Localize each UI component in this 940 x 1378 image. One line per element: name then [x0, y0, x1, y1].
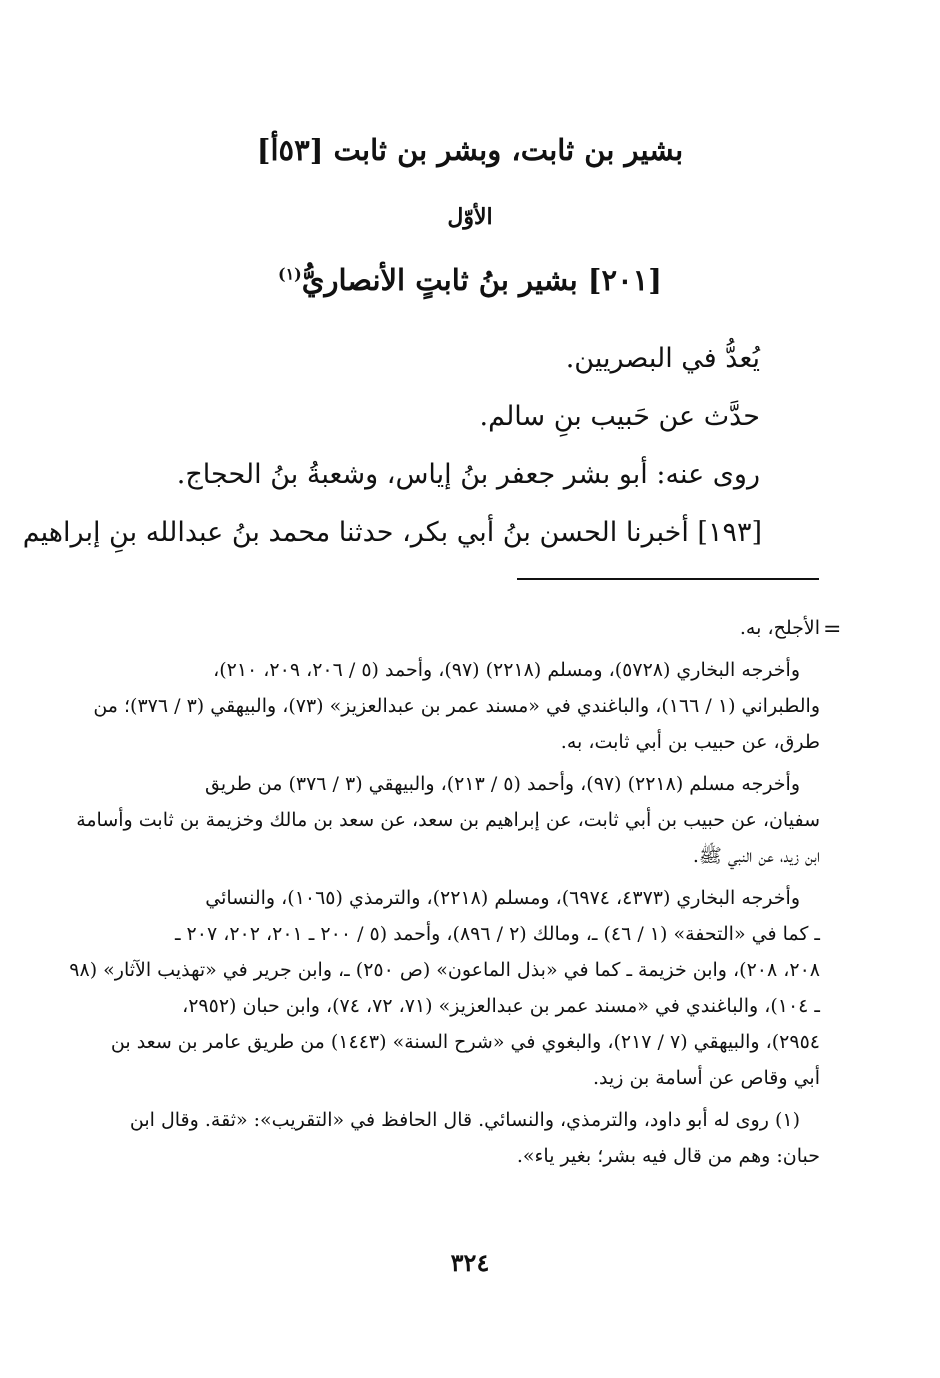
footnote-line: الأجلح، به. [739, 617, 820, 639]
footnote-line: سفيان، عن حبيب بن أبي ثابت، عن إبراهيم بن سعد، عن سعد بن مالك وخزيمة بن ثابت وأسامة [76, 809, 820, 831]
entry-title-text: [٢٠١] بشير بنُ ثابتٍ الأنصاريُّ [301, 263, 662, 297]
footnote-paragraph [76, 766, 820, 874]
body-line-narrators: روى عنه: أبو بشر جعفر بنُ إياس، وشعبةُ بنُ الحجاج. [176, 459, 760, 490]
entry-title [120, 258, 820, 302]
footnotes [69, 610, 820, 1180]
footnote-line: حبان: وهم من قال فيه بشر؛ بغير ياء». [516, 1145, 820, 1167]
body-line-narrated-from: حدَّث عن حَبيب بنِ سالم. [479, 401, 760, 432]
footnote-line: ـ ١٠٤)، والباغندي في «مسند عمر بن عبدالعزيز» (٧١، ٧٢، ٧٤)، وابن حبان (٢٩٥٢، [182, 995, 820, 1017]
entry-body [22, 330, 762, 548]
page-number: ٣٢٤ [450, 1248, 490, 1277]
footnote-line: وأخرجه مسلم (٢٢١٨) (٩٧)، وأحمد (٥ / ٢١٣)، والبيهقي (٣ / ٣٧٦) من طريق [205, 773, 800, 795]
section-label: الأوّل [447, 204, 493, 230]
footnote-line: أبي وقاص عن أسامة بن زيد. [593, 1067, 820, 1089]
footnote-paragraph [93, 652, 820, 760]
footnote-line: ـ كما في «التحفة» (١ / ٤٦) ـ، ومالك (٢ / ٨٩٦)، وأحمد (٥ / ٢٠٠ ـ ٢٠١، ٢٠٢، ٢٠٧ ـ [174, 923, 820, 945]
footnote-line: طرق، عن حبيب بن أبي ثابت، به. [560, 731, 820, 753]
body-line-residence: يُعدُّ في البصريين. [565, 343, 760, 374]
footnote-separator [517, 578, 819, 580]
footnote-line: ٢٩٥٤)، والبيهقي (٧ / ٢١٧)، والبغوي في «شرح السنة» (١٤٤٣) من طريق عامر بن سعد بن [110, 1031, 820, 1053]
footnote-line: ٢٠٨، ٢٠٨)، وابن خزيمة ـ كما في «بذل الماعون» (ص ٢٥٠) ـ، وابن جرير في «تهذيب الآثار» (٩٨ [69, 959, 820, 981]
footnote-paragraph [110, 1102, 820, 1174]
continuation-mark: = [823, 617, 842, 642]
footnote-line: وأخرجه البخاري (٤٣٧٣، ٦٩٧٤)، ومسلم (٢٢١٨)، والترمذي (١٠٦٥)، والنسائي [205, 887, 800, 909]
body-line-isnad: [١٩٣] أخبرنا الحسن بنُ أبي بكر، حدثنا محمد بنُ عبدالله بنِ إبراهيم [22, 517, 762, 548]
footnote-paragraph [110, 610, 820, 646]
footnote-line: والطبراني (١ / ١٦٦)، والباغندي في «مسند عمر بن عبدالعزيز» (٧٣)، والبيهقي (٣ / ٣٧٦)؛ من [93, 695, 820, 717]
footnote-reference: (١) [278, 264, 302, 284]
footnote-line: ابن زيد، عن النبي ﷺ. [692, 845, 820, 867]
chapter-title: بشير بن ثابت، وبشر بن ثابت [٥٣أ] [256, 133, 684, 167]
footnote-line: (١) روى له أبو داود، والترمذي، والنسائي. قال الحافظ في «التقريب»: «ثقة. وقال ابن [129, 1109, 800, 1131]
footnote-line: وأخرجه البخاري (٥٧٢٨)، ومسلم (٢٢١٨) (٩٧)، وأحمد (٥ / ٢٠٦، ٢٠٩، ٢١٠)، [213, 659, 800, 681]
footnote-paragraph [69, 880, 820, 1096]
